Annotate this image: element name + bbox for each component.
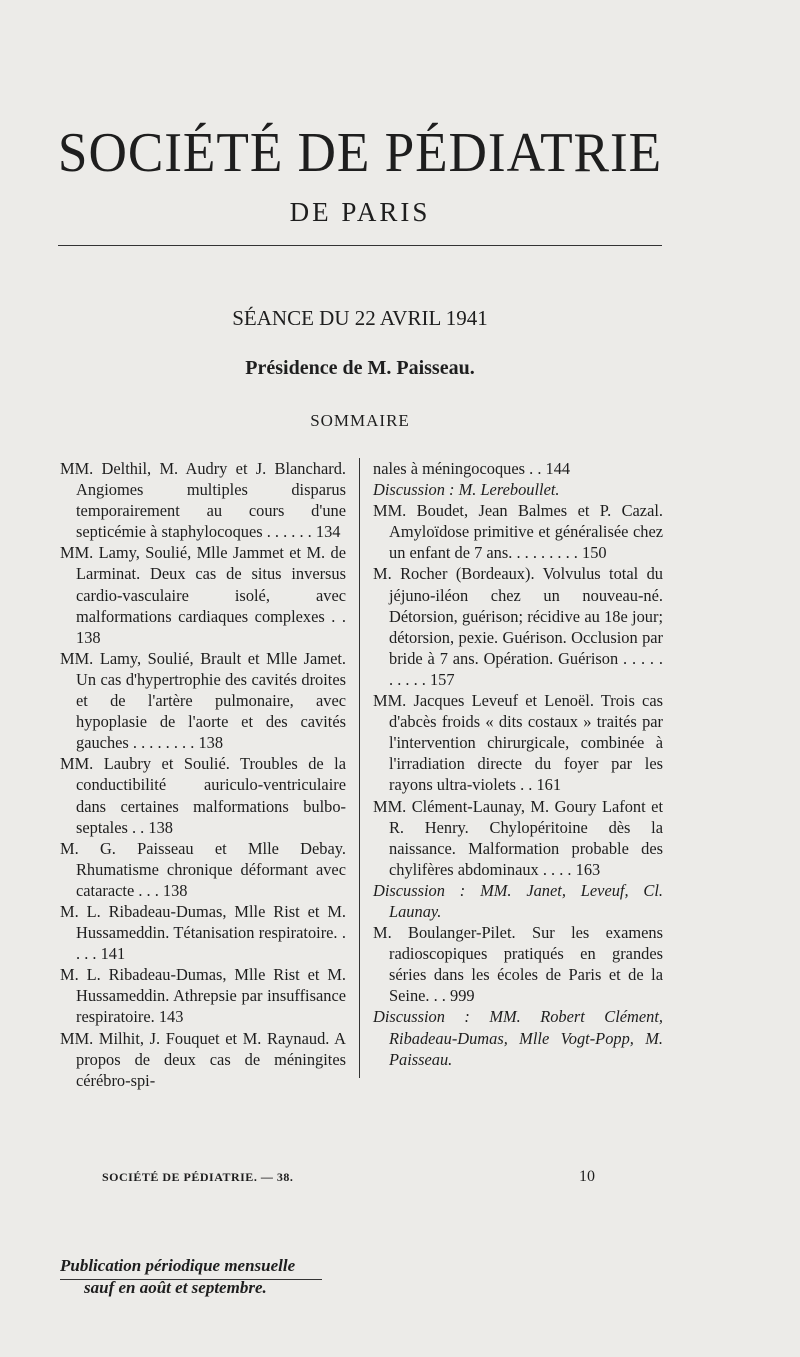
summary-entry: MM. Laubry et Soulié. Troubles de la conductibilité auriculo-ventriculaire dans certaines malformations bulbo-septales . . 138 (60, 754, 346, 837)
publication-note (60, 1255, 295, 1299)
summary-entry: MM. Lamy, Soulié, Brault et Mlle Jamet. Un cas d'hypertrophie des cavités droites et de l'artère pulmonaire, avec hypoplasie de l'aorte et des cavités gauches . . . . . . . . 138 (60, 648, 346, 753)
society-title: SOCIÉTÉ DE PÉDIATRIE (57, 122, 663, 184)
publication-line-1: Publication périodique mensuelle (60, 1256, 296, 1275)
summary-heading: SOMMAIRE (310, 411, 410, 430)
footer-journal-ref: SOCIÉTÉ DE PÉDIATRIE. — 38. (102, 1170, 294, 1184)
session-date: SÉANCE DU 22 AVRIL 1941 (232, 306, 488, 330)
summary-entry: nales à méningocoques . . 144 (373, 459, 571, 478)
summary-entry: MM. Delthil, M. Audry et J. Blanchard. Angiomes multiples disparus temporairement au cours d'une septicémie à staphylocoques . . . . . . 134 (60, 459, 346, 542)
summary-column-right (373, 458, 663, 1070)
summary-entry: M. Boulanger-Pilet. Sur les examens radioscopiques pratiqués en grandes séries dans les écoles de Paris et de la Seine. . . 999 (373, 923, 663, 1006)
summary-entry: MM. Jacques Leveuf et Lenoël. Trois cas d'abcès froids « dits costaux » traités par l'intervention chirurgicale, combinée à l'irradiation directe du foyer par les rayons ultra-violets . . 161 (373, 691, 663, 795)
discussion-entry: Discussion : MM. Robert Clément, Ribadeau-Dumas, Mlle Vogt-Popp, M. Paisseau. (373, 1007, 663, 1069)
summary-entry: MM. Boudet, Jean Balmes et P. Cazal. Amyloïdose primitive et généralisée chez un enfant de 7 ans. . . . . . . . . 150 (373, 501, 663, 563)
summary-entry: MM. Clément-Launay, M. Goury Lafont et R. Henry. Chylopéritoine dès la naissance. Malformation probable des chylifères abdominaux . . . . 163 (373, 796, 663, 879)
presidency-line: Présidence de M. Paisseau. (245, 357, 475, 379)
summary-entry: M. Rocher (Bordeaux). Volvulus total du jéjuno-iléon chez un nouveau-né. Détorsion, guérison; récidive au 18e jour; détorsion, pexie. Guérison. Occlusion par bride à 7 ans. Opération. Guérison . . . . . . . . . . 157 (373, 564, 663, 689)
header-rule (58, 245, 662, 246)
discussion-entry: Discussion : M. Lereboullet. (373, 480, 560, 500)
publication-line-2: sauf en août et septembre. (84, 1278, 267, 1297)
column-divider (359, 458, 360, 1078)
summary-entry: M. L. Ribadeau-Dumas, Mlle Rist et M. Hussameddin. Athrepsie par insuffisance respiratoire. 143 (60, 965, 346, 1027)
discussion-entry: Discussion : MM. Janet, Leveuf, Cl. Launay. (373, 880, 663, 921)
publication-rule (60, 1279, 322, 1280)
summary-entry: MM. Milhit, J. Fouquet et M. Raynaud. A propos de deux cas de méningites cérébro-spi- (60, 1028, 346, 1090)
society-subtitle: DE PARIS (289, 197, 431, 227)
summary-entry: M. L. Ribadeau-Dumas, Mlle Rist et M. Hussameddin. Tétanisation respiratoire. . . . . 141 (60, 901, 346, 964)
summary-entry: MM. Lamy, Soulié, Mlle Jammet et M. de Larminat. Deux cas de situs inversus cardio-vasculaire isolé, avec malformations cardiaques complexes . . 138 (60, 543, 346, 647)
footer-page-number: 10 (579, 1168, 595, 1185)
summary-column-left (60, 458, 346, 1091)
summary-entry: M. G. Paisseau et Mlle Debay. Rhumatisme chronique déformant avec cataracte . . . 138 (60, 838, 346, 900)
